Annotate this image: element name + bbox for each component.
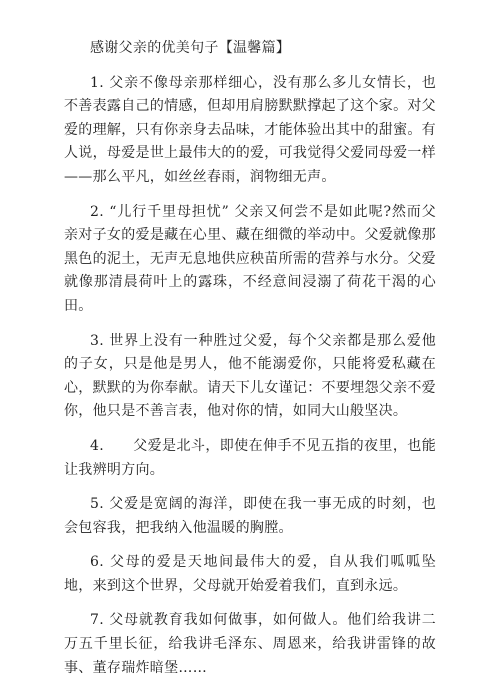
- paragraph-2: 2. “儿行千里母担忧” 父亲又何尝不是如此呢?然而父亲对子女的爱是藏在心里、藏在细微的举动中。父爱就像那黑色的泥土，无声无息地供应秧苗所需的营养与水分。父爱就像那清晨荷叶上的露珠，不经意间浸溺了荷花干渴的心田。: [64, 203, 436, 314]
- paragraph-3: 3. 世界上没有一种胜过父爱，每个父亲都是那么爱他的子女，只是他是男人，他不能溺爱你，只能将爱私藏在心，默默的为你奉献。请天下儿女谨记：不要埋怨父亲不爱你，他只是不善言表，他对你的情，如同大山般坚决。: [64, 332, 436, 420]
- document-body: [64, 37, 436, 680]
- document-title: 感谢父亲的优美句子【温馨篇】: [90, 40, 291, 56]
- paragraph-4: 4. 父爱是北斗，即使在伸手不见五指的夜里，也能让我辨明方向。: [64, 437, 436, 478]
- paragraph-7: 7. 父母就教育我如何做事，如何做人。他们给我讲二万五千里长征，给我讲毛泽东、周恩来，给我讲雷锋的故事、董存瑞炸暗堡……: [64, 612, 436, 676]
- paragraph-1: 1. 父亲不像母亲那样细心，没有那么多儿女情长，也不善表露自己的情感，但却用肩膀默默撑起了这个家。对父爱的理解，只有你亲身去品味，才能体验出其中的甜蜜。有人说，母爱是世上最伟大的的爱，可我觉得父爱同母爱一样——那么平凡，如丝丝春雨，润物细无声。: [64, 74, 436, 185]
- paragraph-5: 5. 父爱是宽阔的海洋，即使在我一事无成的时刻，也会包容我，把我纳入他温暖的胸膛。: [64, 496, 436, 536]
- paragraph-6: 6. 父母的爱是天地间最伟大的爱，自从我们呱呱坠地，来到这个世界，父母就开始爱着我们，直到永远。: [64, 554, 436, 594]
